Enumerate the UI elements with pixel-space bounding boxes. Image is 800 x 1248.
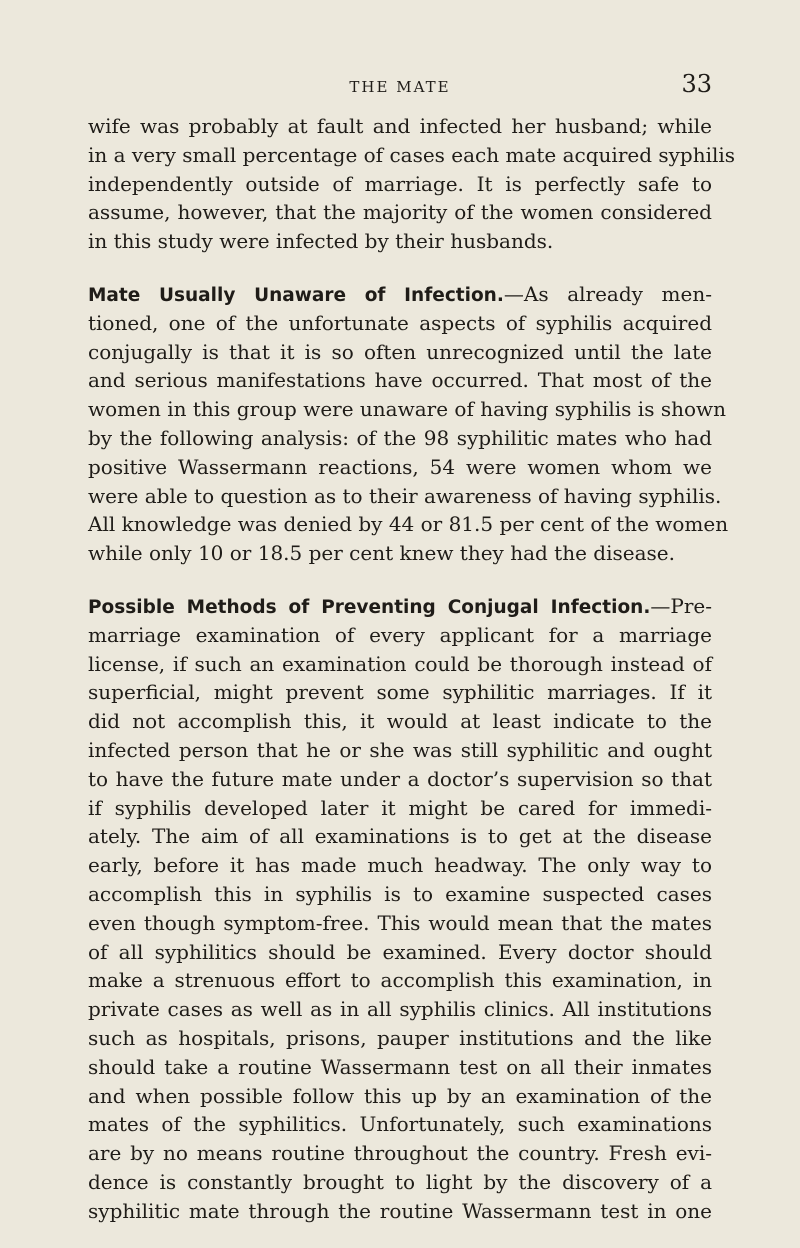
running-head — [88, 70, 712, 106]
text-fragment: —Pre- — [650, 593, 712, 618]
paragraph-1 — [88, 112, 736, 256]
text-line: of all syphilitics should be examined. Every doctor should — [88, 939, 712, 964]
text-line: dence is constantly brought to light by the discovery of a — [88, 1169, 712, 1194]
text-line: early, before it has made much headway. The only way to — [88, 853, 712, 878]
text-line: tioned, one of the unfortunate aspects of syphilis acquired — [88, 310, 712, 335]
text-line: even though symptom-free. This would mean that the mates — [88, 910, 712, 935]
text-line: did not accomplish this, it would at least indicate to the — [88, 709, 712, 734]
text-line: by the following analysis: of the 98 syphilitic mates who had — [88, 425, 712, 450]
paragraph-3 — [88, 592, 712, 1226]
text-line: All knowledge was denied by 44 or 81.5 per cent of the women — [88, 512, 729, 537]
text-line: syphilitic mate through the routine Wassermann test in one — [88, 1198, 712, 1223]
text-line: infected person that he or she was still syphilitic and ought — [88, 737, 712, 762]
text-line: are by no means routine throughout the country. Fresh evi- — [88, 1141, 712, 1166]
text-line: marriage examination of every applicant for a marriage — [88, 622, 712, 647]
text-line: license, if such an examination could be thorough instead of — [88, 651, 712, 676]
section-heading: Possible Methods of Preventing Conjugal Infection. — [88, 596, 651, 618]
text-line: while only 10 or 18.5 per cent knew they had the disease. — [88, 541, 675, 566]
running-title: THE MATE — [349, 78, 451, 96]
text-line: if syphilis developed later it might be cared for immedi- — [88, 795, 712, 820]
text-line — [88, 280, 712, 309]
text-line: independently outside of marriage. It is perfectly safe to — [88, 171, 712, 196]
text-line: superficial, might prevent some syphilitic marriages. If it — [88, 680, 712, 705]
text-line: wife was probably at fault and infected her husband; while — [88, 114, 712, 138]
text-line: in this study were infected by their husbands. — [88, 229, 554, 254]
text-line: assume, however, that the majority of the women considered — [88, 200, 712, 225]
text-line: positive Wassermann reactions, 54 were women whom we — [88, 454, 712, 479]
text-line: should take a routine Wassermann test on all their inmates — [88, 1054, 712, 1079]
text-line: ately. The aim of all examinations is to get at the disease — [88, 824, 712, 849]
text-line: conjugally is that it is so often unrecognized until the late — [88, 339, 712, 364]
text-line: such as hospitals, prisons, pauper institutions and the like — [88, 1025, 712, 1050]
text-line: to have the future mate under a doctor’s supervision so that — [88, 766, 712, 791]
text-line: and serious manifestations have occurred. That most of the — [88, 368, 712, 393]
text-line: make a strenuous effort to accomplish this examination, in — [88, 968, 712, 993]
text-line — [88, 592, 712, 621]
text-line: private cases as well as in all syphilis clinics. All institutions — [88, 997, 712, 1022]
body-text — [88, 112, 736, 1225]
text-fragment: —As already men- — [503, 281, 712, 306]
text-line: and when possible follow this up by an examination of the — [88, 1083, 712, 1108]
text-line: in a very small percentage of cases each mate acquired syphilis — [88, 142, 736, 167]
page-number: 33 — [681, 70, 712, 98]
text-line: were able to question as to their awareness of having syphilis. — [88, 483, 722, 508]
text-line: accomplish this in syphilis is to examine suspected cases — [88, 881, 712, 906]
text-line: mates of the syphilitics. Unfortunately, such examinations — [88, 1112, 712, 1137]
text-line: women in this group were unaware of having syphilis is shown — [88, 397, 727, 422]
paragraph-2 — [88, 280, 729, 568]
section-heading: Mate Usually Unaware of Infection. — [88, 284, 504, 306]
